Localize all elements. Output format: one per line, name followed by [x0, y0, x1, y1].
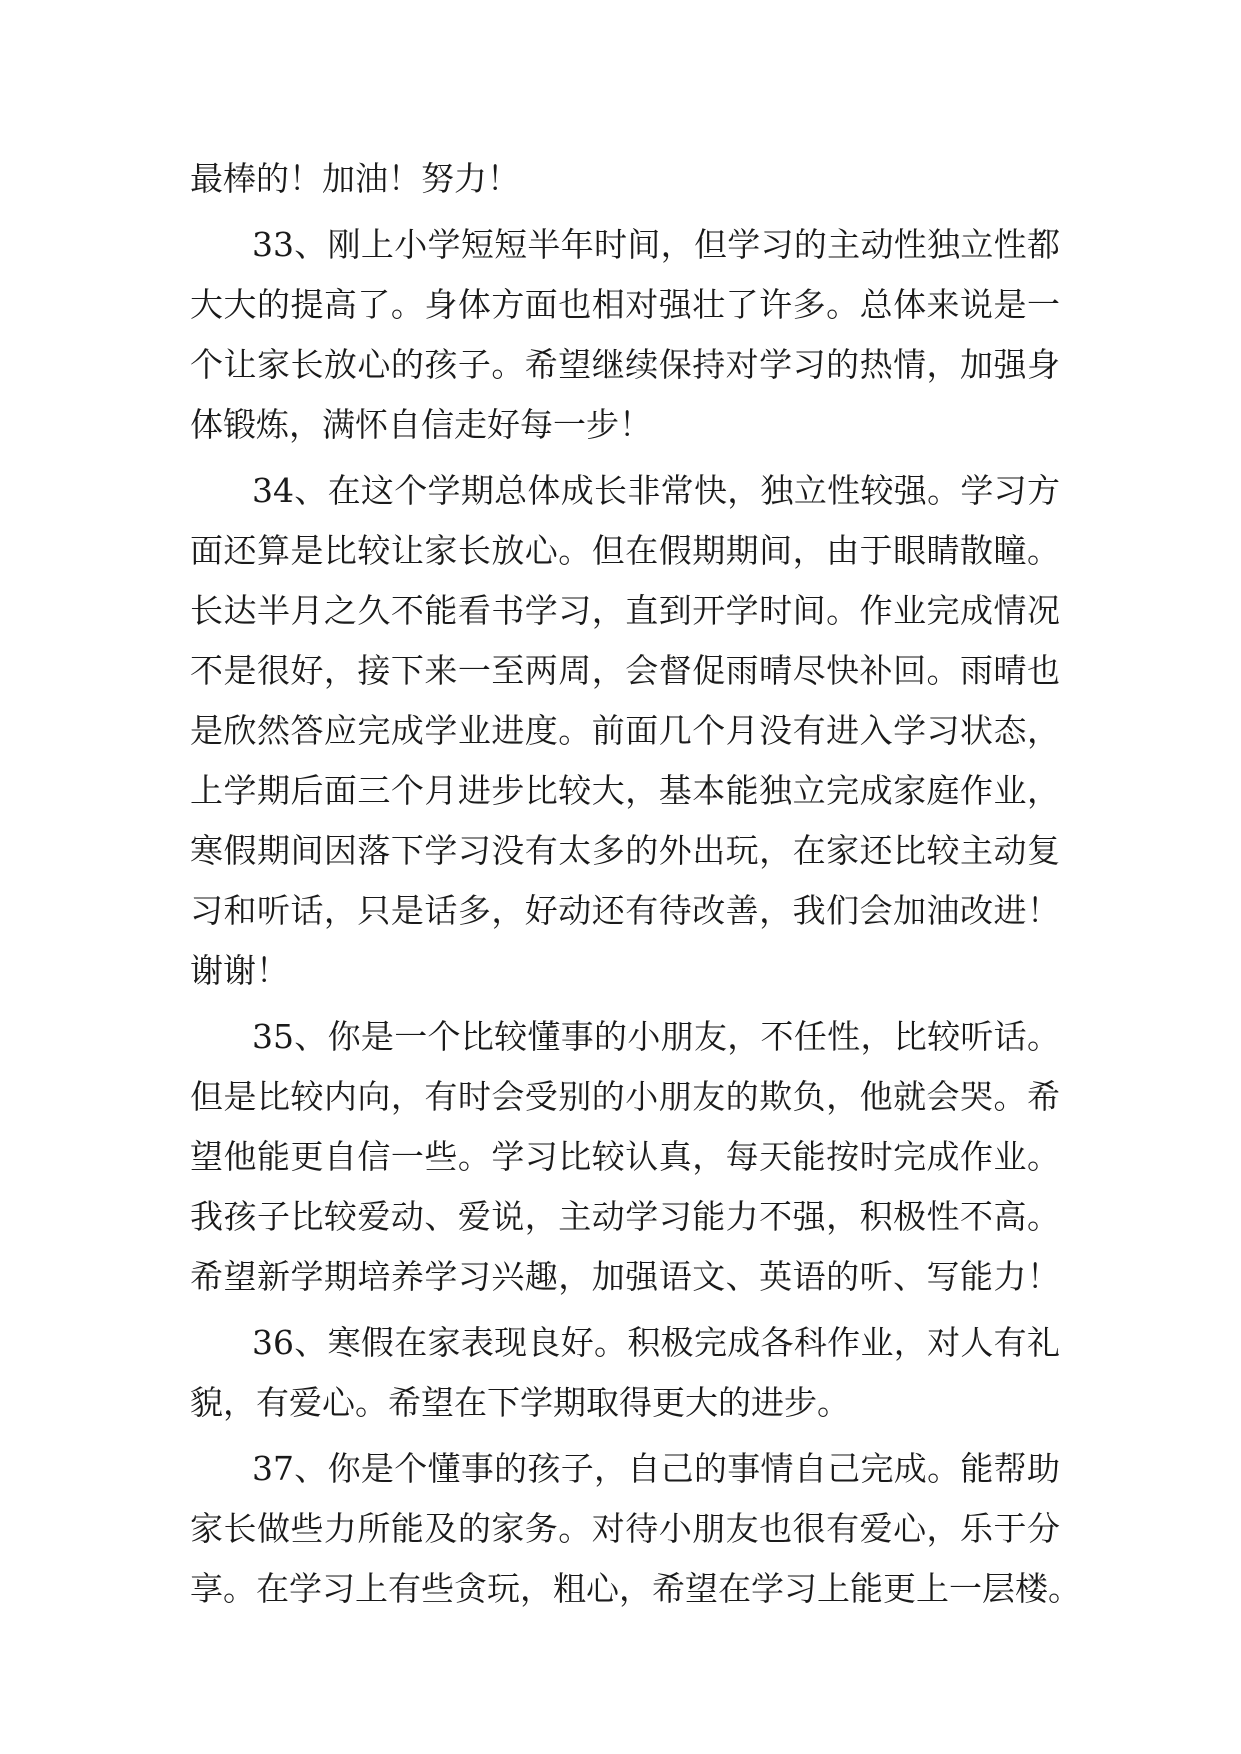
paragraph-33-line: 个让家长放心的孩子。希望继续保持对学习的热情，加强身 — [190, 345, 1060, 384]
paragraph-35-line: 我孩子比较爱动、爱说，主动学习能力不强，积极性不高。 — [190, 1197, 1060, 1236]
paragraph-33-line: 体锻炼，满怀自信走好每一步！ — [190, 405, 652, 444]
paragraph-35-line: 希望新学期培养学习兴趣，加强语文、英语的听、写能力！ — [190, 1257, 1060, 1296]
text-line: 最棒的！加油！努力！ — [190, 159, 520, 198]
paragraph-33-line: 33、刚上小学短短半年时间，但学习的主动性独立性都 — [252, 225, 1060, 264]
paragraph-34-line: 寒假期间因落下学习没有太多的外出玩，在家还比较主动复 — [190, 831, 1060, 870]
paragraph-36-line: 貌，有爱心。希望在下学期取得更大的进步。 — [190, 1383, 850, 1422]
paragraph-37-line: 享。在学习上有些贪玩，粗心，希望在学习上能更上一层楼。 — [190, 1569, 1081, 1608]
paragraph-37-line: 家长做些力所能及的家务。对待小朋友也很有爱心，乐于分 — [190, 1509, 1060, 1548]
paragraph-35-line: 望他能更自信一些。学习比较认真，每天能按时完成作业。 — [190, 1137, 1060, 1176]
paragraph-34-line: 上学期后面三个月进步比较大，基本能独立完成家庭作业， — [190, 771, 1060, 810]
paragraph-34-line: 谢谢！ — [190, 951, 289, 990]
paragraph-37-line: 37、你是个懂事的孩子，自己的事情自己完成。能帮助 — [252, 1449, 1060, 1488]
paragraph-34-line: 不是很好，接下来一至两周，会督促雨晴尽快补回。雨晴也 — [190, 651, 1060, 690]
paragraph-34-line: 面还算是比较让家长放心。但在假期期间，由于眼睛散瞳。 — [190, 531, 1060, 570]
paragraph-36-line: 36、寒假在家表现良好。积极完成各科作业，对人有礼 — [252, 1323, 1060, 1362]
paragraph-34-line: 习和听话，只是话多，好动还有待改善，我们会加油改进！ — [190, 891, 1060, 930]
paragraph-35-line: 但是比较内向，有时会受别的小朋友的欺负，他就会哭。希 — [190, 1077, 1060, 1116]
paragraph-34-line: 是欣然答应完成学业进度。前面几个月没有进入学习状态， — [190, 711, 1060, 750]
paragraph-34-line: 34、在这个学期总体成长非常快，独立性较强。学习方 — [252, 471, 1060, 510]
paragraph-35-line: 35、你是一个比较懂事的小朋友，不任性，比较听话。 — [252, 1017, 1060, 1056]
paragraph-33-line: 大大的提高了。身体方面也相对强壮了许多。总体来说是一 — [190, 285, 1060, 324]
paragraph-34-line: 长达半月之久不能看书学习，直到开学时间。作业完成情况 — [190, 591, 1060, 630]
